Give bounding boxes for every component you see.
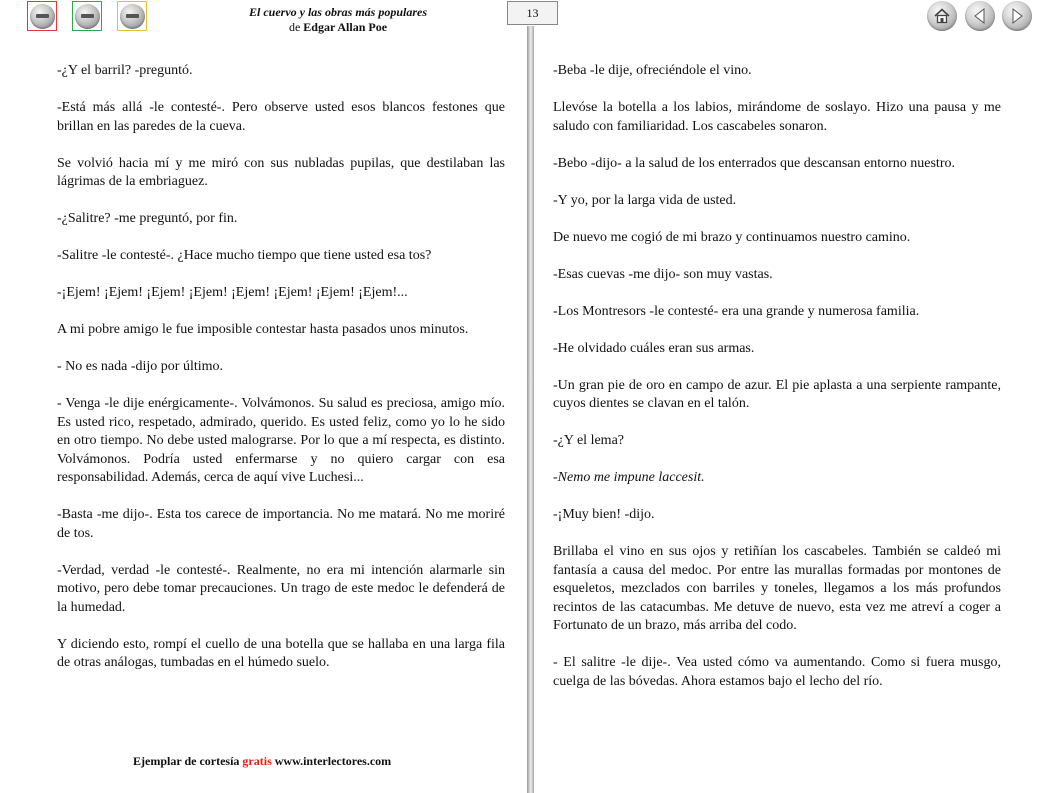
paragraph: -Esas cuevas -me dijo- son muy vastas.: [553, 266, 773, 282]
author-name: Edgar Allan Poe: [303, 20, 388, 34]
author-line: [220, 20, 456, 35]
right-column: [553, 62, 1001, 710]
arrow-right-icon: [1008, 7, 1026, 25]
paragraph: Llevóse la botella a los labios, mirándome de soslayo. Hizo una pausa y me saludo con familiaridad. Los cascabeles sonaron.: [553, 100, 1001, 134]
paragraph: Se volvió hacia mí y me miró con sus nubladas pupilas, que destilaban las lágrimas de la embriaguez.: [57, 155, 505, 189]
paragraph: -¿Y el lema?: [553, 433, 624, 448]
paragraph: -¿Y el barril? -preguntó.: [57, 63, 193, 78]
left-column: [57, 62, 505, 691]
footer-gratis: gratis: [242, 754, 272, 768]
footer: [133, 754, 391, 769]
motto-paragraph: -Nemo me impune laccesit.: [553, 470, 705, 485]
paragraph: -He olvidado cuáles eran sus armas.: [553, 340, 755, 356]
paragraph: - No es nada -dijo por último.: [57, 359, 224, 374]
header-title: [220, 5, 456, 35]
paragraph: -Verdad, verdad -le contesté-. Realmente, no era mi intención alarmarle sin motivo, pero debe tomar precauciones. Un trago de este medoc le defenderá de la humedad.: [57, 562, 505, 615]
paragraph: - El salitre -le dije-. Vea usted cómo va aumentando. Como si fuera musgo, cuelga de las bóvedas. Ahora estamos bajo el lecho del río.: [553, 655, 1001, 689]
paragraph: -¿Salitre? -me preguntó, por fin.: [57, 211, 238, 226]
paragraph: -Salitre -le contesté-. ¿Hace mucho tiempo que tiene usted esa tos?: [57, 248, 432, 263]
paragraph: -¡Muy bien! -dijo.: [553, 507, 655, 522]
paragraph: Y diciendo esto, rompí el cuello de una botella que se hallaba en una larga fila de otras análogas, tumbadas en el húmedo suelo.: [57, 636, 505, 670]
page-number: 13: [507, 1, 558, 25]
paragraph: -Bebo -dijo- a la salud de los enterrados que descansan entorno nuestro.: [553, 155, 955, 171]
author-prefix: de: [288, 20, 301, 34]
footer-prefix: Ejemplar de cortesía: [133, 754, 240, 768]
paragraph: -¡Ejem! ¡Ejem! ¡Ejem! ¡Ejem! ¡Ejem! ¡Ejem! ¡Ejem! ¡Ejem!...: [57, 285, 408, 300]
window-button-1[interactable]: [27, 1, 57, 31]
paragraph: -Beba -le dije, ofreciéndole el vino.: [553, 63, 752, 78]
paragraph: De nuevo me cogió de mi brazo y continuamos nuestro camino.: [553, 229, 911, 245]
paragraph: -Basta -me dijo-. Esta tos carece de importancia. No me matará. No me moriré de tos.: [57, 507, 505, 541]
next-page-button[interactable]: [1002, 1, 1032, 31]
book-title: El cuervo y las obras más populares: [248, 5, 427, 19]
arrow-left-icon: [971, 7, 989, 25]
paragraph: -Los Montresors -le contesté- era una grande y numerosa familia.: [553, 303, 920, 319]
paragraph: - Venga -le dije enérgicamente-. Volvámonos. Su salud es preciosa, amigo mío. Es usted rico, respetado, admirado, querido. Es usted feliz, como yo lo he sido en otro tiempo. No debe usted malograrse. Por lo que a mí respecta, es distinto. Volvámonos. Podría usted enfermarse y no quiero cargar con esa responsabilidad. Además, cerca de aquí vive Luchesi...: [57, 396, 505, 485]
home-icon: [933, 7, 951, 25]
minimize-icon: [30, 4, 55, 29]
footer-site-link[interactable]: www.interlectores.com: [274, 754, 392, 768]
paragraph: -Un gran pie de oro en campo de azur. El pie aplasta a una serpiente rampante, cuyos dientes se clavan en el talón.: [553, 377, 1001, 411]
minimize-icon: [75, 4, 100, 29]
paragraph: A mi pobre amigo le fue imposible contestar hasta pasados unos minutos.: [57, 322, 469, 337]
paragraph: -Y yo, por la larga vida de usted.: [553, 192, 737, 208]
window-button-2[interactable]: [72, 1, 102, 31]
home-button[interactable]: [927, 1, 957, 31]
window-button-3[interactable]: [117, 1, 147, 31]
previous-page-button[interactable]: [965, 1, 995, 31]
paragraph: -Está más allá -le contesté-. Pero observe usted esos blancos festones que brillan en las paredes de la cueva.: [57, 100, 505, 134]
paragraph: Brillaba el vino en sus ojos y retiñían los cascabeles. También se caldeó mi fantasía a causa del medoc. Por entre las murallas formadas por montones de esqueletos, mezclados con barriles y toneles, llegamos a los más profundos recintos de las catacumbas. Me detuve de nuevo, esta vez me atreví a coger a Fortunato de un brazo, más arriba del codo.: [553, 544, 1001, 633]
minimize-icon: [120, 4, 145, 29]
page-divider: [527, 26, 534, 793]
